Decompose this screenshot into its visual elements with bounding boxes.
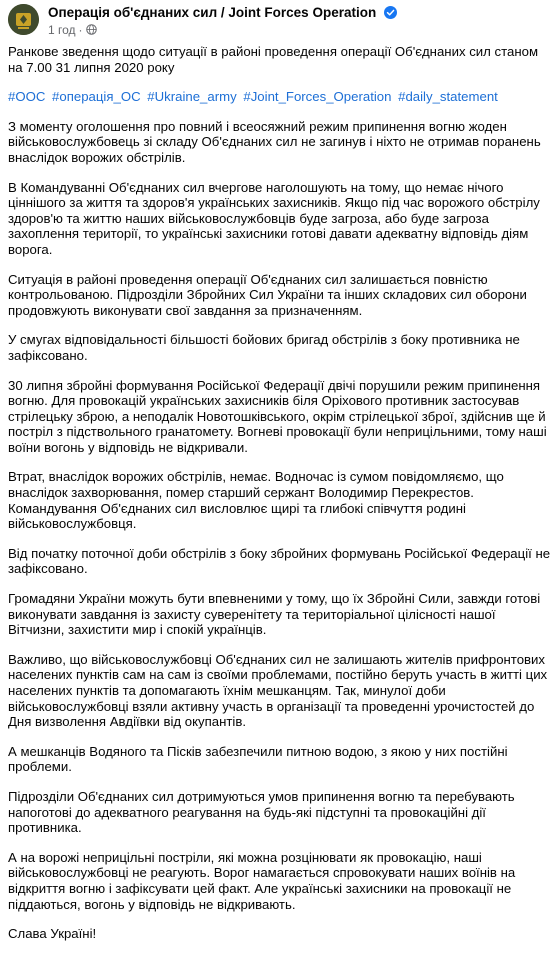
post-title: Ранкове зведення щодо ситуації в районі проведення операції Об'єднаних сил станом на 7.00 31 липня 2020 року	[8, 44, 539, 75]
post-paragraph: 30 липня збройні формування Російської Федерації двічі порушили режим припинення вогню. Для провокацій українських захисників біля Оріхового противник застосував стрілецьку зброю, а неподалік Новотошківського, окрім стрілецької зброї, здійснив ще й постріл з підствольного гранатомету. Вогневі провокації були неприцільними, тому наші воїни вогонь у відповідь не відкривали.	[8, 377, 547, 455]
post-paragraph: Слава Україні!	[8, 926, 97, 942]
post-paragraph: Громадяни України можуть бути впевненими у тому, що їх Збройні Сили, завжди готові виконувати завдання із захисту суверенітету та територіальної цілісності нашої Вітчизни, захистити мир і спокій українців.	[8, 591, 541, 638]
post-meta	[48, 23, 97, 37]
meta-separator: ·	[78, 23, 83, 37]
post-body	[8, 44, 552, 956]
page-avatar[interactable]	[8, 4, 39, 35]
hashtag-link[interactable]: #ООС	[8, 89, 46, 105]
post-paragraph: Ситуація в районі проведення операції Об'єднаних сил залишається повністю контрольованою. Підрозділи Збройних Сил України та інших складових сил оборони продовжують виконувати свої завдання за призначенням.	[8, 271, 527, 318]
page-name-link[interactable]: Операція об'єднаних сил / Joint Forces Operation	[48, 5, 377, 20]
hashtag-list	[8, 89, 552, 105]
hashtag-link[interactable]: #операція_ОС	[52, 89, 141, 105]
post-timestamp[interactable]: 1 год	[48, 23, 76, 37]
post-paragraph: А на ворожі неприцільні постріли, які можна розцінювати як провокацію, наші військовослужбовці не реагують. Ворог намагається спровокувати наших воїнів на відкриття вогню і зафіксувати цей факт. Але українські захисники на провокації не піддаються, вогонь у відповідь не відкривають.	[8, 849, 516, 912]
jfo-emblem-icon	[8, 4, 39, 35]
post-paragraph: Від початку поточної доби обстрілів з боку збройних формувань Російської Федерації не зафіксовано.	[8, 545, 551, 577]
post-paragraph: Втрат, внаслідок ворожих обстрілів, немає. Водночас із сумом повідомляємо, що внаслідок захворювання, помер старший сержант Володимир Перекрестов. Командування Об'єднаних сил висловлює щирі та глибокі співчуття родині військовослужбовця.	[8, 469, 504, 532]
post-paragraph: В Командуванні Об'єднаних сил вчергове наголошують на тому, що немає нічого ціннішого за життя та здоров'я українських захисників. Якщо під час ворожого обстрілу здоров'ю та життю наших військовослужбовців буде загроза, або буде загроза захоплення території, то українські захисники готові давати адекватну відповідь діям ворога.	[8, 179, 540, 257]
post-paragraph: З моменту оголошення про повний і всеосяжний режим припинення вогню жоден військовослужбовець зі складу Об'єднаних сил не загинув і ніхто не отримав поранень внаслідок ворожих обстрілів.	[8, 118, 541, 165]
verified-badge-icon	[384, 6, 397, 19]
post-paragraph: Підрозділи Об'єднаних сил дотримуються умов припинення вогню та перебувають напоготові до адекватного реагування на будь-які підступні та провокаційні дії противника.	[8, 788, 515, 836]
globe-icon[interactable]	[86, 24, 97, 35]
post-header	[0, 0, 560, 40]
post-paragraph: А мешканців Водяного та Пісків забезпечили питною водою, з якою у них постійні проблеми.	[8, 743, 508, 775]
hashtag-link[interactable]: #daily_statement	[398, 89, 498, 105]
post-paragraph: У смугах відповідальності більшості бойових бригад обстрілів з боку противника не зафіксовано.	[8, 332, 520, 363]
hashtag-link[interactable]: #Joint_Forces_Operation	[243, 89, 392, 105]
post-paragraph: Важливо, що військовослужбовці Об'єднаних сил не залишають жителів прифронтових населених пунктів сам на сам із своїми проблемами, постійно беруть участь в житті цих населених пунктів та допомагають їхнім мешканцям. Так, минулої доби військовослужбовці взяли активну участь в організації та проведенні урочистостей до Дня визволення Авдіївки від окупантів.	[8, 651, 548, 730]
hashtag-link[interactable]: #Ukraine_army	[147, 89, 237, 105]
